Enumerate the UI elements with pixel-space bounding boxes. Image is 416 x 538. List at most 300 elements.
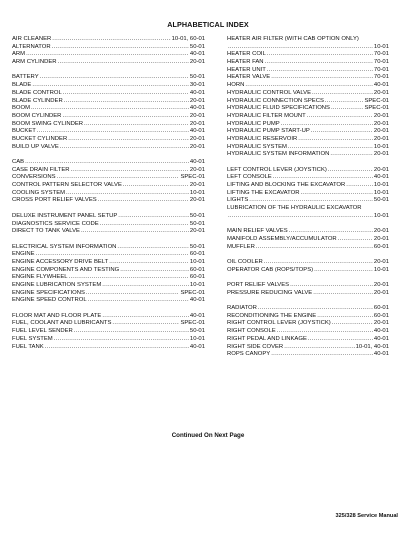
index-entry-page: 20-01 (189, 112, 205, 119)
index-entry (227, 320, 389, 328)
dot-leader (331, 105, 363, 113)
index-entry (227, 328, 389, 336)
index-entry-name: ENGINE ACCESSORY DRIVE BELT (12, 258, 109, 265)
index-entry-page: 10-01 (373, 189, 389, 196)
dot-leader (102, 313, 189, 321)
index-entry-name: HEATER VALVE (227, 74, 271, 81)
index-entry-name: HEATER FAN (227, 59, 264, 66)
index-entry-page: 20-01 (189, 166, 205, 173)
index-entry-name: FUEL LEVEL SENDER (12, 328, 73, 335)
dot-leader (74, 328, 189, 336)
index-entry (12, 159, 205, 167)
index-entry-page: 40-01 (189, 89, 205, 96)
index-entry (12, 113, 205, 121)
index-entry (12, 221, 205, 229)
index-entry-page: 50-01 (189, 328, 205, 335)
dot-leader (69, 274, 189, 282)
dot-leader (112, 320, 179, 328)
index-entry-name: LUBRICATION OF THE HYDRAULIC EXCAVATOR (227, 205, 362, 212)
index-entry (227, 67, 389, 75)
index-entry-page: 20-01 (373, 258, 389, 265)
dot-leader (86, 290, 180, 298)
index-entry-page: SPEC-01 (180, 320, 205, 327)
index-entry-name: BUCKET CYLINDER (12, 135, 68, 142)
index-entry-name: RADIATOR (227, 305, 257, 312)
index-entry-page: 10-01 (189, 282, 205, 288)
dot-leader (264, 259, 373, 267)
dot-leader (311, 128, 373, 136)
index-entry (227, 113, 389, 121)
index-entry (12, 59, 205, 67)
dot-leader (58, 59, 189, 67)
index-entry-page: 20-01 (189, 59, 205, 66)
index-entry-name: DIAGNOSTICS SERVICE CODE (12, 220, 99, 227)
index-entry (12, 197, 205, 205)
dot-leader (102, 282, 189, 290)
index-entry-page: 40-01 (189, 128, 205, 135)
index-entry (12, 121, 205, 129)
index-entry-page: 10-01, 40-01 (355, 343, 389, 350)
dot-leader (64, 98, 189, 106)
dot-leader (25, 159, 189, 167)
index-entry-name: LIGHTS (227, 197, 249, 204)
index-entry (227, 182, 389, 190)
index-entry (227, 167, 389, 175)
index-entry-page: 20-01 (189, 182, 205, 189)
index-entry (12, 267, 205, 275)
index-entry-name: HYDRAULIC SYSTEM INFORMATION (227, 151, 330, 158)
index-entry-name: LIFTING AND BLOCKING THE EXCAVATOR (227, 182, 346, 189)
dot-leader (100, 221, 189, 229)
index-entry (227, 267, 389, 275)
index-entry (12, 251, 205, 259)
index-entry-page: 20-01 (189, 197, 205, 204)
dot-leader (267, 51, 373, 59)
dot-leader (37, 128, 189, 136)
dot-leader (60, 144, 189, 152)
index-entry-page: 20-01 (373, 289, 389, 296)
index-entry (12, 259, 205, 267)
index-entry-name: PRESSURE REDUCING VALVE (227, 289, 313, 296)
dot-leader (271, 74, 373, 82)
index-entry-name: BLADE CYLINDER (12, 97, 63, 104)
index-spacer (227, 297, 389, 305)
index-entry-name: ARM (12, 51, 26, 58)
index-entry (227, 313, 389, 321)
index-entry-name: LIFTING THE EXCAVATOR (227, 189, 300, 196)
index-entry-name: BATTERY (12, 74, 39, 81)
index-entry-page: 20-01 (189, 120, 205, 127)
dot-leader (81, 228, 189, 236)
index-entry-page: 10-01 (373, 43, 389, 50)
index-entry (12, 244, 205, 252)
index-entry-name: BLADE CONTROL (12, 89, 62, 96)
dot-leader (52, 44, 189, 52)
dot-leader (346, 182, 373, 190)
index-entry-name: ENGINE SPEED CONTROL (12, 297, 87, 304)
dot-leader (31, 105, 189, 113)
index-entry-name: BUCKET (12, 128, 36, 135)
dot-leader (40, 74, 189, 82)
index-entry-page: SPEC-01 (180, 174, 205, 181)
index-entry-page: SPEC-01 (364, 105, 389, 112)
index-entry (227, 290, 389, 298)
index-entry-name: LEFT CONSOLE (227, 174, 272, 181)
dot-leader (52, 36, 170, 44)
index-entry-page: 50-01 (373, 197, 389, 204)
dot-leader (228, 213, 373, 221)
dot-leader (84, 121, 189, 129)
index-entry-page: 60-01 (373, 243, 389, 250)
index-title: ALPHABETICAL INDEX (167, 20, 249, 29)
dot-leader (258, 305, 373, 313)
index-entry (12, 174, 205, 182)
dot-leader (245, 82, 373, 90)
index-spacer (227, 159, 389, 167)
index-entry-page: 40-01 (189, 105, 205, 112)
index-entry-name: FUEL SYSTEM (12, 335, 53, 342)
index-entry-name: HYDRAULIC SYSTEM (227, 143, 287, 150)
index-entry (12, 336, 205, 344)
index-entry-page: 20-01 (373, 128, 389, 135)
dot-leader (290, 282, 373, 290)
index-entry-name: HYDRAULIC PUMP (227, 120, 280, 127)
index-entry (12, 297, 205, 305)
dot-leader (289, 228, 373, 236)
dot-leader (256, 244, 373, 252)
index-entry (227, 74, 389, 82)
dot-leader (298, 136, 373, 144)
dot-leader (307, 113, 373, 121)
index-left-column (12, 36, 205, 351)
index-entry-name: DELUXE INSTRUMENT PANEL SETUP (12, 212, 118, 219)
dot-leader (281, 121, 373, 129)
index-entry-page: 20-01 (189, 228, 205, 235)
dot-leader (54, 336, 189, 344)
index-entry-name: FUEL TANK (12, 343, 44, 350)
index-entry (12, 90, 205, 98)
index-entry-name: ARM CYLINDER (12, 59, 57, 66)
dot-leader (26, 51, 189, 59)
index-entry (12, 36, 205, 44)
dot-leader (88, 297, 189, 305)
index-entry (12, 144, 205, 152)
index-entry (12, 128, 205, 136)
index-entry-name: BUILD UP VALVE (12, 143, 59, 150)
index-entry-page: 60-01 (189, 274, 205, 281)
index-entry-page: 60-01 (373, 312, 389, 319)
index-entry-name: MUFFLER (227, 243, 255, 250)
index-entry-name: HYDRAULIC FLUID SPECIFICATIONS (227, 105, 330, 112)
index-entry (12, 136, 205, 144)
index-entry-name: BOOM SWING CYLINDER (12, 120, 84, 127)
index-entry-page: 50-01 (189, 74, 205, 81)
index-entry-name: RIGHT PEDAL AND LINKAGE (227, 335, 307, 342)
dot-leader (277, 328, 373, 336)
index-entry-page: 40-01 (373, 335, 389, 342)
index-entry-page: 10-01 (189, 335, 205, 342)
index-entry-name: HYDRAULIC PUMP START-UP (227, 128, 310, 135)
index-entry (12, 328, 205, 336)
index-entry (12, 290, 205, 298)
index-entry (227, 259, 389, 267)
index-spacer (12, 236, 205, 244)
dot-leader (98, 197, 189, 205)
index-entry-page: 70-01 (373, 74, 389, 81)
index-entry-page: 30-01 (189, 82, 205, 89)
index-entry (227, 144, 389, 152)
index-entry-name: CONVERSIONS (12, 174, 56, 181)
index-entry-name: BOOM (12, 105, 30, 112)
dot-leader (117, 244, 189, 252)
index-entry (12, 167, 205, 175)
index-entry-name: ENGINE LUBRICATION SYSTEM (12, 282, 102, 288)
index-entry-page: 20-01 (373, 166, 389, 173)
index-entry (227, 305, 389, 313)
index-entry-name: FLOOR MAT AND FLOOR PLATE (12, 312, 102, 319)
index-entry-page: 70-01 (373, 51, 389, 58)
index-entry (227, 336, 389, 344)
index-entry (12, 282, 205, 290)
index-entry (227, 197, 389, 205)
index-entry (12, 51, 205, 59)
index-spacer (12, 305, 205, 313)
index-entry-page: SPEC-01 (364, 97, 389, 104)
index-spacer (12, 151, 205, 159)
index-entry-name: OPERATOR CAB (ROPS/TOPS) (227, 266, 314, 273)
index-entry-page: 20-01 (373, 282, 389, 288)
index-entry (227, 213, 389, 221)
index-entry-page: 10-01 (373, 182, 389, 189)
dot-leader (62, 113, 188, 121)
index-entry-page: 20-01 (189, 135, 205, 142)
index-entry (12, 190, 205, 198)
index-entry-page: 10-01 (373, 143, 389, 150)
index-entry (12, 82, 205, 90)
index-entry (227, 90, 389, 98)
index-entry-page: 60-01 (189, 266, 205, 273)
index-entry-name: ALTERNATOR (12, 43, 51, 50)
index-entry-name: CROSS PORT RELIEF VALVES (12, 197, 97, 204)
dot-leader (308, 336, 373, 344)
index-entry-page: 20-01 (373, 112, 389, 119)
index-entry-page: 40-01 (189, 343, 205, 350)
index-entry (227, 36, 389, 44)
index-entry-page: 50-01 (189, 43, 205, 50)
dot-leader (45, 344, 189, 352)
index-entry-name: ROPS CANOPY (227, 351, 271, 358)
index-entry-name: RIGHT CONSOLE (227, 328, 276, 335)
index-entry-page: 10-01, 60-01 (171, 36, 205, 42)
index-entry-name: BOOM CYLINDER (12, 112, 62, 119)
dot-leader (57, 174, 180, 182)
index-entry (227, 228, 389, 236)
index-entry-page: SPEC-01 (180, 289, 205, 296)
index-entry-name: ENGINE FLYWHEEL (12, 274, 68, 281)
index-entry-page: 20-01 (373, 235, 389, 242)
index-entry-page: 20-01 (373, 320, 389, 327)
index-entry-name: ENGINE (12, 251, 35, 258)
dot-leader (328, 167, 373, 175)
dot-leader (120, 267, 189, 275)
index-entry (227, 174, 389, 182)
index-entry-page: 40-01 (189, 159, 205, 165)
index-entry-name: RECONDITIONING THE ENGINE (227, 312, 317, 319)
index-entry-page: 20-01 (373, 120, 389, 127)
index-entry (227, 282, 389, 290)
dot-leader (68, 136, 189, 144)
index-entry-page: 10-01 (189, 258, 205, 265)
index-entry-page: 40-01 (189, 51, 205, 58)
index-entry-name: HEATER AIR FILTER (WITH CAB OPTION ONLY) (227, 36, 359, 42)
index-entry-page: 40-01 (373, 328, 389, 335)
dot-leader (71, 167, 189, 175)
index-entry-name: MAIN RELIEF VALVES (227, 228, 288, 235)
index-entry (227, 151, 389, 159)
dot-leader (330, 151, 373, 159)
dot-leader (118, 213, 189, 221)
index-entry-name: COOLING SYSTEM (12, 189, 66, 196)
index-entry-page: 50-01 (189, 243, 205, 250)
index-entry (12, 313, 205, 321)
continued-note: Continued On Next Page (171, 432, 245, 439)
index-entry (12, 228, 205, 236)
index-entry-name: RIGHT SIDE COVER (227, 343, 284, 350)
index-entry-name: RIGHT CONTROL LEVER (JOYSTICK) (227, 320, 331, 327)
index-entry-name: CAB (12, 159, 25, 165)
dot-leader (228, 44, 373, 52)
index-entry-name: MANIFOLD ASSEMBLY/ACCUMULATOR (227, 235, 337, 242)
dot-leader (288, 144, 373, 152)
dot-leader (32, 82, 189, 90)
index-entry (12, 320, 205, 328)
dot-leader (312, 90, 373, 98)
index-entry-page: 10-01 (373, 212, 389, 219)
dot-leader (265, 59, 373, 67)
index-entry-page: 20-01 (373, 228, 389, 235)
index-entry-name: HYDRAULIC FILTER MOUNT (227, 112, 306, 119)
index-spacer (227, 221, 389, 229)
dot-leader (300, 190, 372, 198)
index-entry-name: FUEL, COOLANT AND LUBRICANTS (12, 320, 112, 327)
index-entry-name: AIR CLEANER (12, 36, 52, 42)
index-entry (227, 236, 389, 244)
index-entry (227, 128, 389, 136)
dot-leader (123, 182, 189, 190)
index-entry-name: PORT RELIEF VALVES (227, 282, 290, 288)
index-entry-name: ENGINE COMPONENTS AND TESTING (12, 266, 120, 273)
index-entry (12, 344, 205, 352)
index-entry (12, 44, 205, 52)
index-entry-name: CONTROL PATTERN SELECTOR VALVE (12, 182, 122, 189)
index-entry-page: 20-01 (373, 135, 389, 142)
index-entry-page: 20-01 (373, 151, 389, 158)
index-entry-name: HORN (227, 82, 245, 89)
index-entry (227, 82, 389, 90)
index-entry-page: 60-01 (189, 251, 205, 258)
index-entry-page: 40-01 (373, 174, 389, 181)
dot-leader (271, 351, 373, 359)
index-spacer (12, 67, 205, 75)
index-entry (12, 274, 205, 282)
index-entry (12, 74, 205, 82)
dot-leader (284, 344, 354, 352)
index-entry (227, 344, 389, 352)
index-entry-page: 40-01 (373, 82, 389, 89)
index-entry-page: 10-01 (189, 189, 205, 196)
index-entry-page: 40-01 (189, 297, 205, 304)
dot-leader (273, 174, 373, 182)
index-entry (227, 51, 389, 59)
index-entry-page: 70-01 (373, 66, 389, 73)
index-entry (227, 121, 389, 129)
dot-leader (332, 320, 373, 328)
index-entry (227, 44, 389, 52)
index-entry-page: 40-01 (189, 312, 205, 319)
index-entry (227, 59, 389, 67)
index-entry-name: HEATER UNIT (227, 66, 266, 73)
index-entry-name: HYDRAULIC RESERVOIR (227, 135, 298, 142)
dot-leader (267, 67, 373, 75)
dot-leader (338, 236, 373, 244)
manual-footer: 325/328 Service Manual (335, 513, 398, 519)
index-entry-name: ELECTRICAL SYSTEM INFORMATION (12, 243, 117, 250)
dot-leader (63, 90, 189, 98)
index-entry-name: OIL COOLER (227, 258, 263, 265)
index-entry (227, 105, 389, 113)
dot-leader (314, 267, 373, 275)
index-entry (227, 190, 389, 198)
index-entry-name: HYDRAULIC CONTROL VALVE (227, 89, 312, 96)
index-entry (227, 136, 389, 144)
index-entry-name: BLADE (12, 82, 32, 89)
index-entry (227, 205, 389, 213)
index-entry (12, 105, 205, 113)
dot-leader (325, 98, 364, 106)
index-entry-page: 20-01 (373, 89, 389, 96)
index-entry-name: ENGINE SPECIFICATIONS (12, 289, 85, 296)
dot-leader (66, 190, 189, 198)
index-entry-name: HEATER COIL (227, 51, 266, 58)
index-spacer (12, 205, 205, 213)
index-spacer (227, 274, 389, 282)
index-spacer (227, 251, 389, 259)
dot-leader (36, 251, 189, 259)
index-entry (12, 182, 205, 190)
index-right-column (227, 36, 389, 359)
index-entry-page: 50-01 (189, 212, 205, 219)
index-entry-page: 10-01 (373, 266, 389, 273)
dot-leader (109, 259, 189, 267)
index-entry (227, 98, 389, 106)
index-entry-name: CASE DRAIN FILTER (12, 166, 70, 173)
index-entry-name: LEFT CONTROL LEVER (JOYSTICK) (227, 166, 327, 173)
index-entry-page: 40-01 (373, 351, 389, 358)
dot-leader (317, 313, 373, 321)
index-entry-page: 50-01 (189, 220, 205, 227)
index-entry (227, 244, 389, 252)
index-entry-page: 20-01 (189, 143, 205, 150)
index-entry (12, 98, 205, 106)
index-entry (227, 351, 389, 359)
index-entry-page: 60-01 (373, 305, 389, 312)
index-entry-page: 20-01 (189, 97, 205, 104)
dot-leader (249, 197, 373, 205)
index-entry-name: HYDRAULIC CONNECTION SPECS (227, 97, 324, 104)
index-entry-page: 70-01 (373, 59, 389, 66)
index-entry (12, 213, 205, 221)
dot-leader (313, 290, 373, 298)
